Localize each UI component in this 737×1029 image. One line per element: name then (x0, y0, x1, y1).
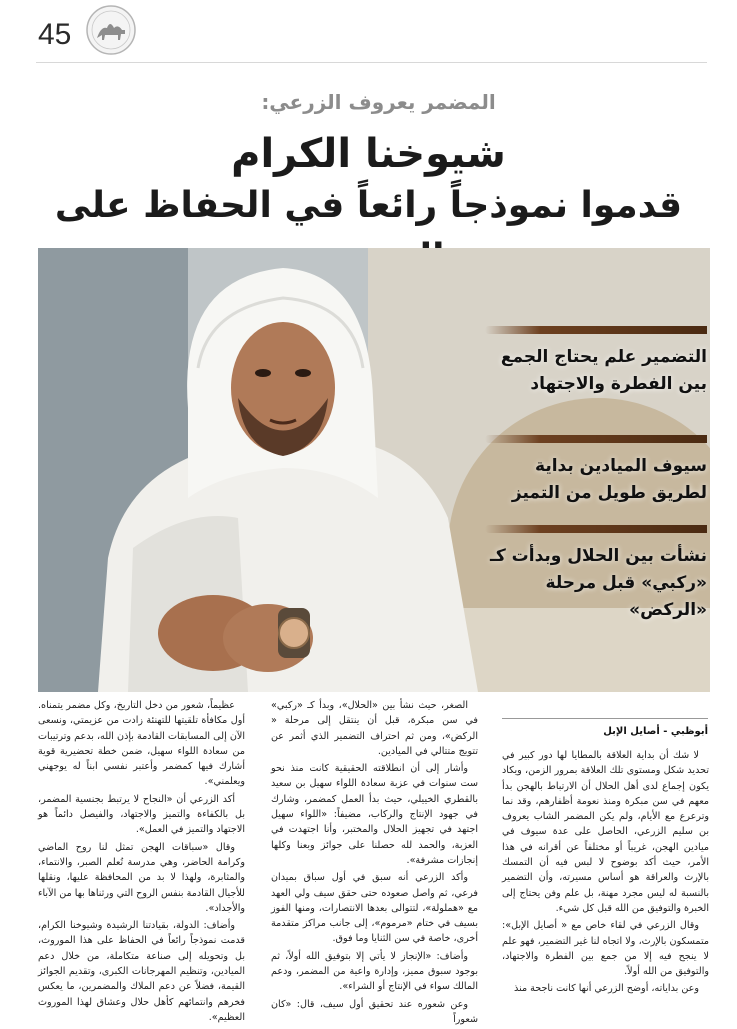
paragraph: وعن شعوره عند تحقيق أول سيف، قال: «كان شعوراً (271, 998, 478, 1025)
paragraph: وأضاف: «الإنجاز لا يأتي إلا بتوفيق الله أولاً، ثم بوجود سبوق مميز، وإدارة واعية من المضمر، ودعم المالك سواء في الإنتاج أو الشراء». (271, 950, 478, 993)
paragraph: وقال الزرعي في لقاء خاص مع « أصايل الإبل»: متمسكون بالإرث، ولا اتجاه لنا غير التضمير، فهو علم لا ينجح فيه إلا من جمع بين الفطرة والاجتهاد، والتوفيق من الله أولاً. (502, 920, 709, 978)
pull-quote-text: سيوف الميادين بداية لطريق طويل من التميز (511, 456, 707, 503)
pull-quote-text: نشأت بين الحلال وبدأت كـ «ركبي» قبل مرحلة «الركض» (490, 546, 707, 620)
byline-rule (502, 718, 708, 719)
title-line-1: شيوخنا الكرام (231, 131, 506, 177)
paragraph: وقال «سباقات الهجن تمثل لنا روح الماضي وكرامة الحاضر، وهي مدرسة تُعلم الصبر، والانتماء، والمثابرة، ولهذا لا بد من المحافظة عليها، ونقلها للأجيال القادمة بنفس الروح التي ورثناها بها من الآباء والأجداد». (38, 841, 245, 914)
paragraph: الصغر، حيث نشأ بين «الحلال»، وبدأ كـ «ركبي» في سن مبكرة، قبل أن ينتقل إلى مرحلة « الركض»، ومن ثم احتراف التضمير الذي أثمر عن تتويج متتالي في الميادين. (271, 700, 478, 757)
body-column-right (502, 748, 709, 999)
paragraph: وعن بداياته، أوضح الزرعي أنها كانت ناجحة منذ (514, 983, 699, 995)
title-line-2: قدموا نموذجاً رائعاً في الحفاظ على (54, 185, 683, 226)
paragraph: وأكد الزرعي أنه سبق في أول سباق بميدان فرعي، ثم واصل صعوده حتى حقق سيف ولي العهد مع «هملولة»، لتتوالى بعدها الانتصارات، ومنها الفوز بسيف في ختام «مرموم»، إلى جانب مراكز متقدمة أخرى، خاصة في سن الثنايا وما فوق. (271, 872, 478, 945)
body-column-left (38, 698, 245, 1027)
camel-seal-icon (85, 4, 137, 56)
paragraph: وأشار إلى أن انطلاقته الحقيقية كانت منذ نحو ست سنوات في عزبة سعادة اللواء سهيل بن سعيد بالقطري الخييلي، حيث بدأ العمل كمضمر، وشارك في جهود الإنتاج والركاب، مضيفاً: «اللواء سهيل اجتهد في تجهيز الحلال والمختبر، وأنا اجتهدت في العزبة، والحمد لله حصلنا على جوائز وبعنا وكلها إنجازات مشرفة». (271, 763, 478, 866)
paragraph: أكد الزرعي أن «النجاح لا يرتبط بجنسية المضمر، بل بالكفاءة والتميز والاجتهاد، والفيصل دائماً هو الاجتهاد والتميز في العمل». (38, 793, 245, 836)
pull-quote-bar (485, 525, 707, 533)
byline: أبوظبي - أصايل الإبل (603, 726, 708, 737)
pull-quote (485, 326, 707, 398)
paragraph: لا شك أن بداية العلاقة بالمطايا لها دور كبير في تحديد شكل ومستوى تلك العلاقة بمرور الزمن، ويكاد يكون إجماع لدى أهل الحلال أن الارتباط بالهجن بدأ معهم في سن مبكرة ومنذ نعومة أظفارهم، وقد نما وترعرع مع الأيام، ولم يكن المضمر الشاب يعروف بن سليم الزرعي، الحاصل على عدة سيوف في ميادين الهجن، غريباً أو مختلفاً عن أقرانه في هذا الأمر، حيث أكد بوضوح لا لبس فيه أن التمسك بالإرث والعراقة هو أساس مسيرته، وأن التضمير بالنسبة له ليس مجرد مهنة، بل علم وفن يحتاج إلى الخبرة والتوفيق من الله قبل كل شيء. (502, 750, 709, 914)
paragraph: عظيماً، شعور من دخل التاريخ، وكل مضمر يتمناه. أول مكافأة تلقيتها للتهنئة زادت من عزيمتي، ونسعى الآن إلى المسابقات القادمة بإذن الله، بدعم وترتيبات من سعادة اللواء سهيل، ضمن خطة تحضيرية قوية أشارك فيها كمضمر وأعتبر نفسي ابناً له يوجهني ويعلمني». (38, 700, 245, 788)
paragraph: وأضاف: الدولة، بقيادتنا الرشيدة وشيوخنا الكرام، قدمت نموذجاً رائعاً في الحفاظ على هذا الموروث، بل وتحويله إلى صناعة متكاملة، من خلال دعم الميادين، وتنظيم المهرجانات الكبرى، وتقديم الجوائز القيمة، فضلاً عن دعم الملاك والمضمرين، ما يعكس فخرهم وانتمائهم كأهل حلال وعشاق لهذا الموروث العظيم». (38, 920, 245, 1023)
magazine-logo (85, 4, 137, 56)
pull-quote-bar (485, 435, 707, 443)
pull-quote-bar (485, 326, 707, 334)
body-column-middle (271, 698, 478, 1029)
page-number: 45 (38, 18, 72, 51)
article-kicker: المضمر يعروف الزرعي: (261, 90, 496, 114)
header-rule (36, 62, 707, 63)
pull-quote (485, 525, 707, 624)
pull-quote-text: التضمير علم يحتاج الجمع بين الفطرة والاجتهاد (500, 347, 707, 394)
pull-quote (485, 435, 707, 507)
